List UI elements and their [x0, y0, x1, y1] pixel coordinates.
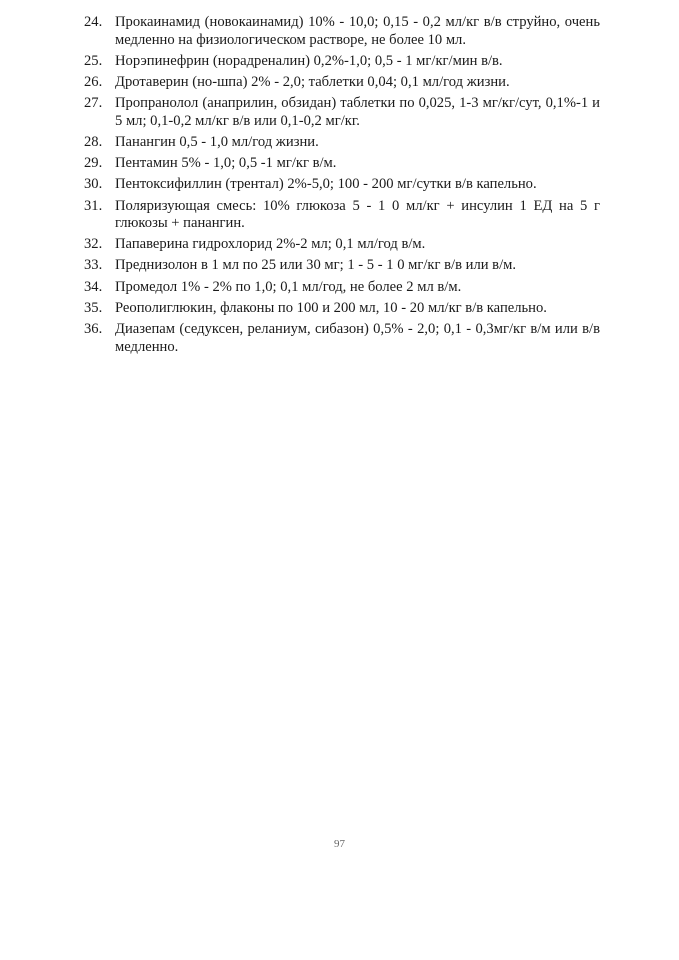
item-number: 25.: [84, 52, 103, 69]
item-text: Пентамин 5% - 1,0; 0,5 -1 мг/кг в/м.: [115, 155, 337, 172]
list-item: [84, 155, 600, 173]
item-number: 27.: [84, 95, 103, 112]
item-number: 26.: [84, 73, 103, 90]
list-item: [84, 176, 600, 194]
item-number: 24.: [84, 14, 103, 30]
item-number: 30.: [84, 176, 103, 193]
list-item: [84, 257, 600, 275]
item-text: Пентоксифиллин (трентал) 2%-5,0; 100 - 200 мг/сутки в/в капельно.: [115, 176, 537, 193]
item-text: Дротаверин (но-шпа) 2% - 2,0; таблетки 0,04; 0,1 мл/год жизни.: [115, 73, 510, 90]
list-item: [84, 14, 600, 49]
item-number: 36.: [84, 321, 103, 338]
item-number: 33.: [84, 257, 103, 274]
item-number: 29.: [84, 155, 103, 172]
drug-list: [84, 14, 600, 360]
list-item: [84, 74, 600, 92]
item-text: Норэпинефрин (норадреналин) 0,2%-1,0; 0,5 - 1 мг/кг/мин в/в.: [115, 52, 503, 69]
list-item: [84, 279, 600, 297]
item-text: Диазепам (седуксен, реланиум, сибазон) 0,5% - 2,0; 0,1 - 0,3мг/кг в/м или в/в медленно.: [115, 321, 600, 355]
item-text: Пропранолол (анаприлин, обзидан) таблетки по 0,025, 1-3 мг/кг/сут, 0,1%-1 и 5 мл; 0,1-0,2 мл/кг в/в или 0,1-0,2 мг/кг.: [115, 95, 600, 129]
list-item: [84, 95, 600, 130]
list-item: [84, 321, 600, 356]
item-text: Промедол 1% - 2% по 1,0; 0,1 мл/год, не более 2 мл в/м.: [115, 278, 462, 295]
item-number: 28.: [84, 133, 103, 150]
item-number: 34.: [84, 278, 103, 295]
item-text: Прокаинамид (новокаинамид) 10% - 10,0; 0,15 - 0,2 мл/кг в/в струйно, очень медленно на физиологическом растворе, не более 10 мл.: [115, 14, 600, 48]
item-text: Реополиглюкин, флаконы по 100 и 200 мл, 10 - 20 мл/кг в/в капельно.: [115, 299, 547, 316]
page-number: 97: [334, 838, 345, 850]
list-item: [84, 134, 600, 152]
item-text: Папаверина гидрохлорид 2%-2 мл; 0,1 мл/год в/м.: [115, 236, 426, 253]
list-item: [84, 236, 600, 254]
list-item: [84, 198, 600, 233]
item-number: 35.: [84, 299, 103, 316]
item-text: Поляризующая смесь: 10% глюкоза 5 - 1 0 мл/кг + инсулин 1 ЕД на 5 г глюкозы + панангин.: [115, 197, 600, 232]
list-item: [84, 300, 600, 318]
item-number: 32.: [84, 236, 103, 253]
item-text: Панангин 0,5 - 1,0 мл/год жизни.: [115, 133, 319, 150]
list-item: [84, 53, 600, 71]
item-number: 31.: [84, 197, 103, 214]
item-text: Преднизолон в 1 мл по 25 или 30 мг; 1 - 5 - 1 0 мг/кг в/в или в/м.: [115, 257, 517, 274]
